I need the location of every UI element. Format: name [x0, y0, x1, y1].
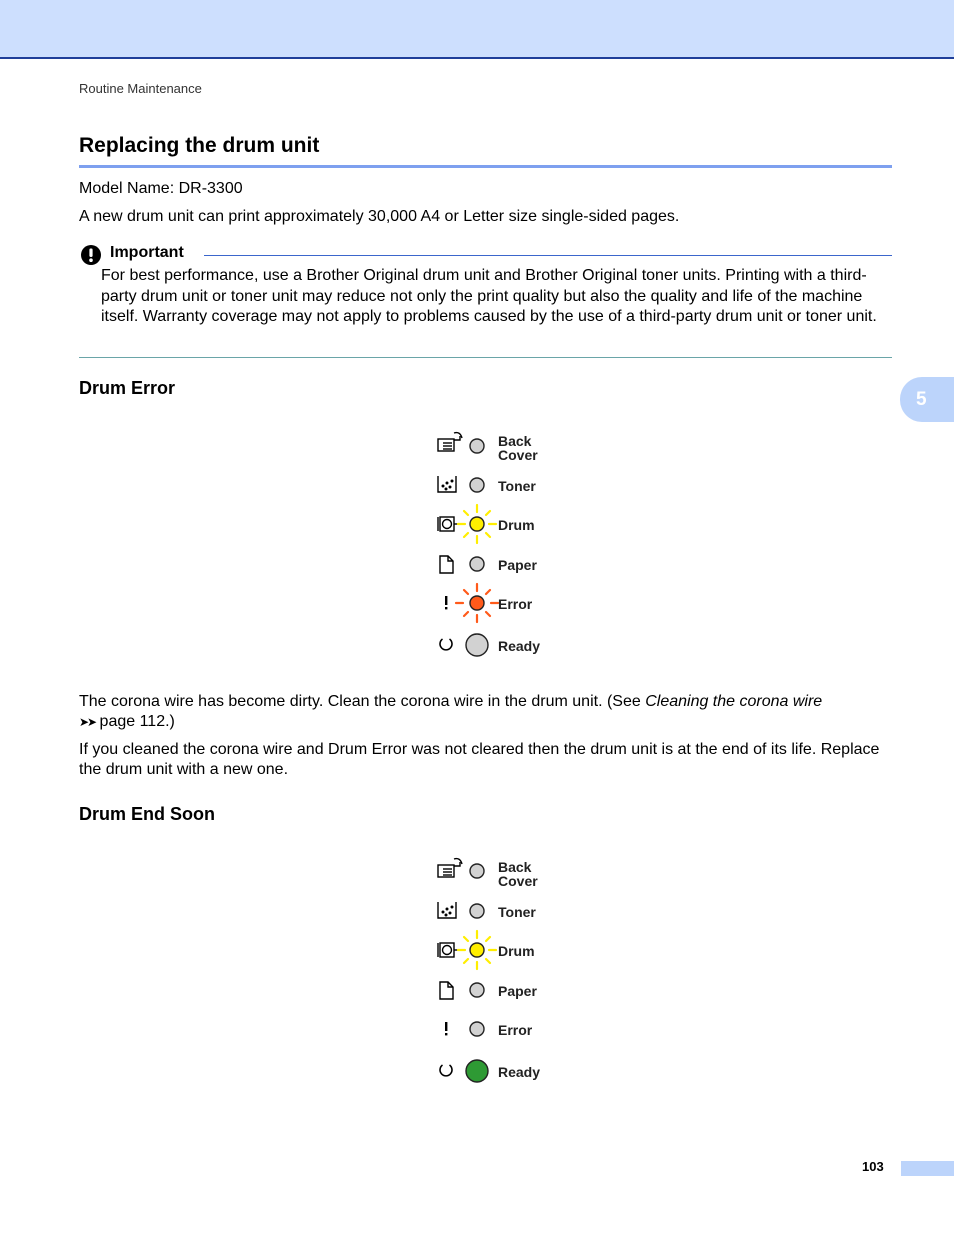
drum-error-para2: If you cleaned the corona wire and Drum Error was not cleared then the drum unit is at the end of its life. Replace the drum unit with a new one. [79, 741, 880, 778]
error-label: Error [498, 596, 533, 612]
capacity-line: A new drum unit can print approximately 30,000 A4 or Letter size single-sided pages. [79, 208, 680, 225]
back-cover-label-line1: Back [498, 433, 532, 449]
important-text: For best performance, use a Brother Original drum unit and Brother Original toner units. Printing with a third-party drum unit or toner unit may reduce not only the print quality but also the quality and life of the machine itself. Warranty coverage may not apply to problems caused by the use of a third-party drum unit or toner unit. [101, 267, 877, 325]
para1-text-before: The corona wire has become dirty. Clean the corona wire in the drum unit. (See [79, 693, 646, 710]
drum-error-para1 [79, 692, 892, 732]
page-title: Replacing the drum unit [79, 134, 320, 157]
led-panel-graphics [432, 854, 592, 1094]
ready-led [466, 634, 488, 656]
back-cover-label-line2: Cover [498, 447, 538, 463]
paper-led [470, 557, 484, 571]
important-rule [204, 255, 892, 256]
led-panel-graphics [432, 428, 592, 668]
error-led [470, 1022, 484, 1036]
drum-icon [438, 517, 458, 531]
paper-label: Paper [498, 557, 537, 573]
drum-icon [438, 943, 458, 957]
back-cover-led [470, 439, 484, 453]
back-cover-led [470, 864, 484, 878]
para1-text-after: page 112.) [95, 713, 175, 730]
led-panel-drum-error [432, 428, 592, 668]
paper-led [470, 983, 484, 997]
exclamation-icon [81, 245, 101, 265]
error-label: Error [498, 1022, 533, 1038]
ready-label: Ready [498, 1064, 541, 1080]
led-panel-drum-end-soon [432, 854, 592, 1094]
toner-led [470, 904, 484, 918]
header-band [0, 0, 954, 59]
toner-icon [438, 476, 456, 492]
running-head: Routine Maintenance [79, 81, 202, 96]
page-number: 103 [862, 1159, 884, 1174]
back-cover-icon [438, 433, 462, 451]
chapter-tab[interactable]: 5 [900, 377, 954, 422]
double-arrow-icon: ➤➤ [79, 715, 96, 729]
ready-icon [440, 639, 452, 650]
toner-icon [438, 902, 456, 918]
toner-led [470, 478, 484, 492]
title-rule [79, 165, 892, 168]
paper-icon [440, 556, 453, 573]
back-cover-icon [438, 859, 462, 877]
ready-led [466, 1060, 488, 1082]
drum-label: Drum [498, 517, 535, 533]
drum-led [470, 943, 484, 957]
back-cover-label-line1: Back [498, 859, 532, 875]
drum-label: Drum [498, 943, 535, 959]
drum-error-heading: Drum Error [79, 378, 176, 398]
page-number-bar [901, 1161, 954, 1176]
ready-label: Ready [498, 638, 541, 654]
toner-label: Toner [498, 478, 536, 494]
paper-label: Paper [498, 983, 537, 999]
error-led [470, 596, 484, 610]
cross-reference-link[interactable]: Cleaning the corona wire [645, 693, 823, 710]
error-icon [445, 1022, 447, 1035]
important-bottom-rule [79, 357, 892, 358]
important-label: Important [110, 244, 184, 261]
toner-label: Toner [498, 904, 536, 920]
drum-led [470, 517, 484, 531]
back-cover-label-line2: Cover [498, 873, 538, 889]
drum-end-soon-heading: Drum End Soon [79, 804, 215, 824]
error-icon [445, 596, 447, 609]
ready-icon [440, 1065, 452, 1076]
model-name-line: Model Name: DR-3300 [79, 180, 243, 197]
paper-icon [440, 982, 453, 999]
